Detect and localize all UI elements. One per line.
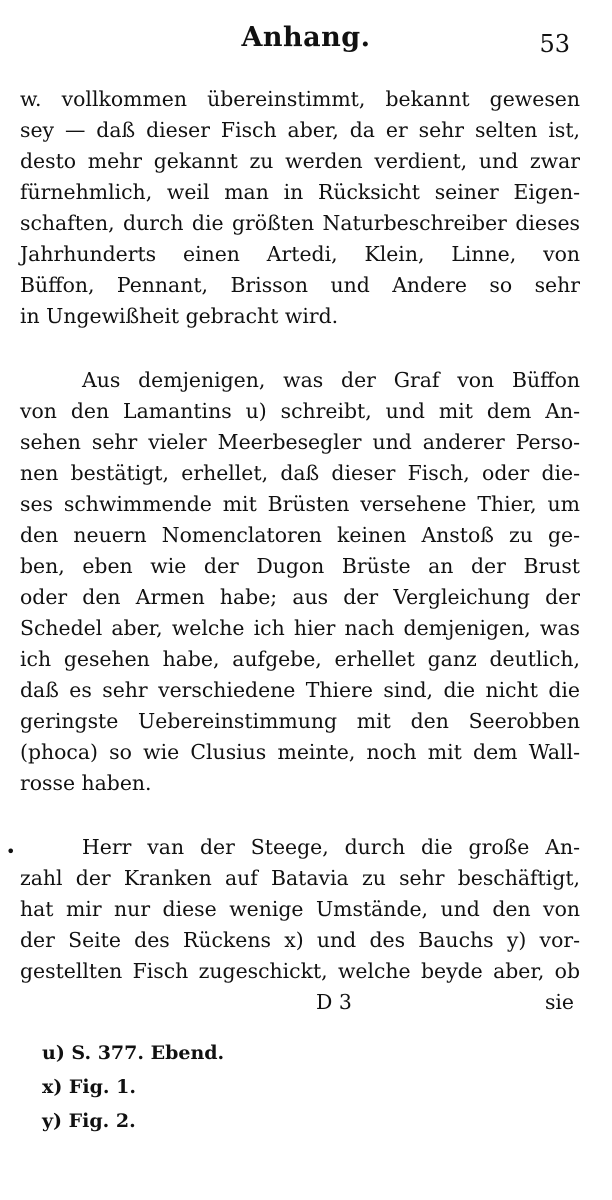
text-line: hat mir nur diese wenige Umstände, und den von xyxy=(20,897,580,921)
footnote-u: u) S. 377. Ebend. xyxy=(42,1042,225,1064)
text-line: w. vollkommen übereinstimmt, bekannt gewesen xyxy=(20,87,580,111)
text-line: den neuern Nomenclatoren keinen Anstoß zu ge- xyxy=(20,523,580,547)
text-line: geringste Uebereinstimmung mit den Seerobben xyxy=(20,709,580,733)
paragraph-3 xyxy=(20,832,580,987)
body-text xyxy=(20,84,580,1018)
signature-row xyxy=(20,987,580,1018)
text-line: sey — daß dieser Fisch aber, da er sehr selten ist, xyxy=(20,118,580,142)
paragraph-1 xyxy=(20,84,580,332)
text-line: oder den Armen habe; aus der Vergleichung der xyxy=(20,585,580,609)
text-line: Aus demjenigen, was der Graf von Büffon xyxy=(82,368,580,392)
signature-mark: D 3 xyxy=(316,990,352,1014)
catchword: sie xyxy=(544,990,574,1014)
text-line: gestellten Fisch zugeschickt, welche beyde aber, ob xyxy=(20,959,580,983)
text-line: zahl der Kranken auf Batavia zu sehr beschäftigt, xyxy=(20,866,580,890)
text-line: ses schwimmende mit Brüsten versehene Thier, um xyxy=(20,492,580,516)
text-line: Herr van der Steege, durch die große An- xyxy=(82,835,580,859)
text-line: Schedel aber, welche ich hier nach demjenigen, was xyxy=(20,616,580,640)
text-line: fürnehmlich, weil man in Rücksicht seiner Eigen- xyxy=(20,180,580,204)
text-line: daß es sehr verschiedene Thiere sind, die nicht die xyxy=(20,678,580,702)
running-title: Anhang. xyxy=(241,22,371,53)
footnote-y: y) Fig. 2. xyxy=(42,1110,136,1132)
paragraph-2 xyxy=(20,365,580,799)
text-line: Büffon, Pennant, Brisson und Andere so sehr xyxy=(20,273,580,297)
text-line: ben, eben wie der Dugon Brüste an der Brust xyxy=(20,554,580,578)
page-number: 53 xyxy=(539,30,570,58)
footnote-x: x) Fig. 1. xyxy=(42,1076,136,1098)
text-line: rosse haben. xyxy=(20,771,152,795)
margin-dot-icon: • xyxy=(6,842,16,861)
text-line: der Seite des Rückens x) und des Bauchs y) vor- xyxy=(20,928,580,952)
text-line: von den Lamantins u) schreibt, und mit dem An- xyxy=(20,399,580,423)
text-line: sehen sehr vieler Meerbesegler und anderer Perso- xyxy=(20,430,580,454)
text-line: in Ungewißheit gebracht wird. xyxy=(20,304,339,328)
text-line: ich gesehen habe, aufgebe, erhellet ganz deutlich, xyxy=(20,647,580,671)
text-line: (phoca) so wie Clusius meinte, noch mit dem Wall- xyxy=(20,740,580,764)
text-line: desto mehr gekannt zu werden verdient, und zwar xyxy=(20,149,580,173)
text-line: nen bestätigt, erhellet, daß dieser Fisch, oder die- xyxy=(20,461,580,485)
text-line: schaften, durch die größten Naturbeschreiber dieses xyxy=(20,211,580,235)
text-line: Jahrhunderts einen Artedi, Klein, Linne, von xyxy=(20,242,580,266)
page-header xyxy=(0,22,612,62)
footnotes xyxy=(42,1036,224,1138)
